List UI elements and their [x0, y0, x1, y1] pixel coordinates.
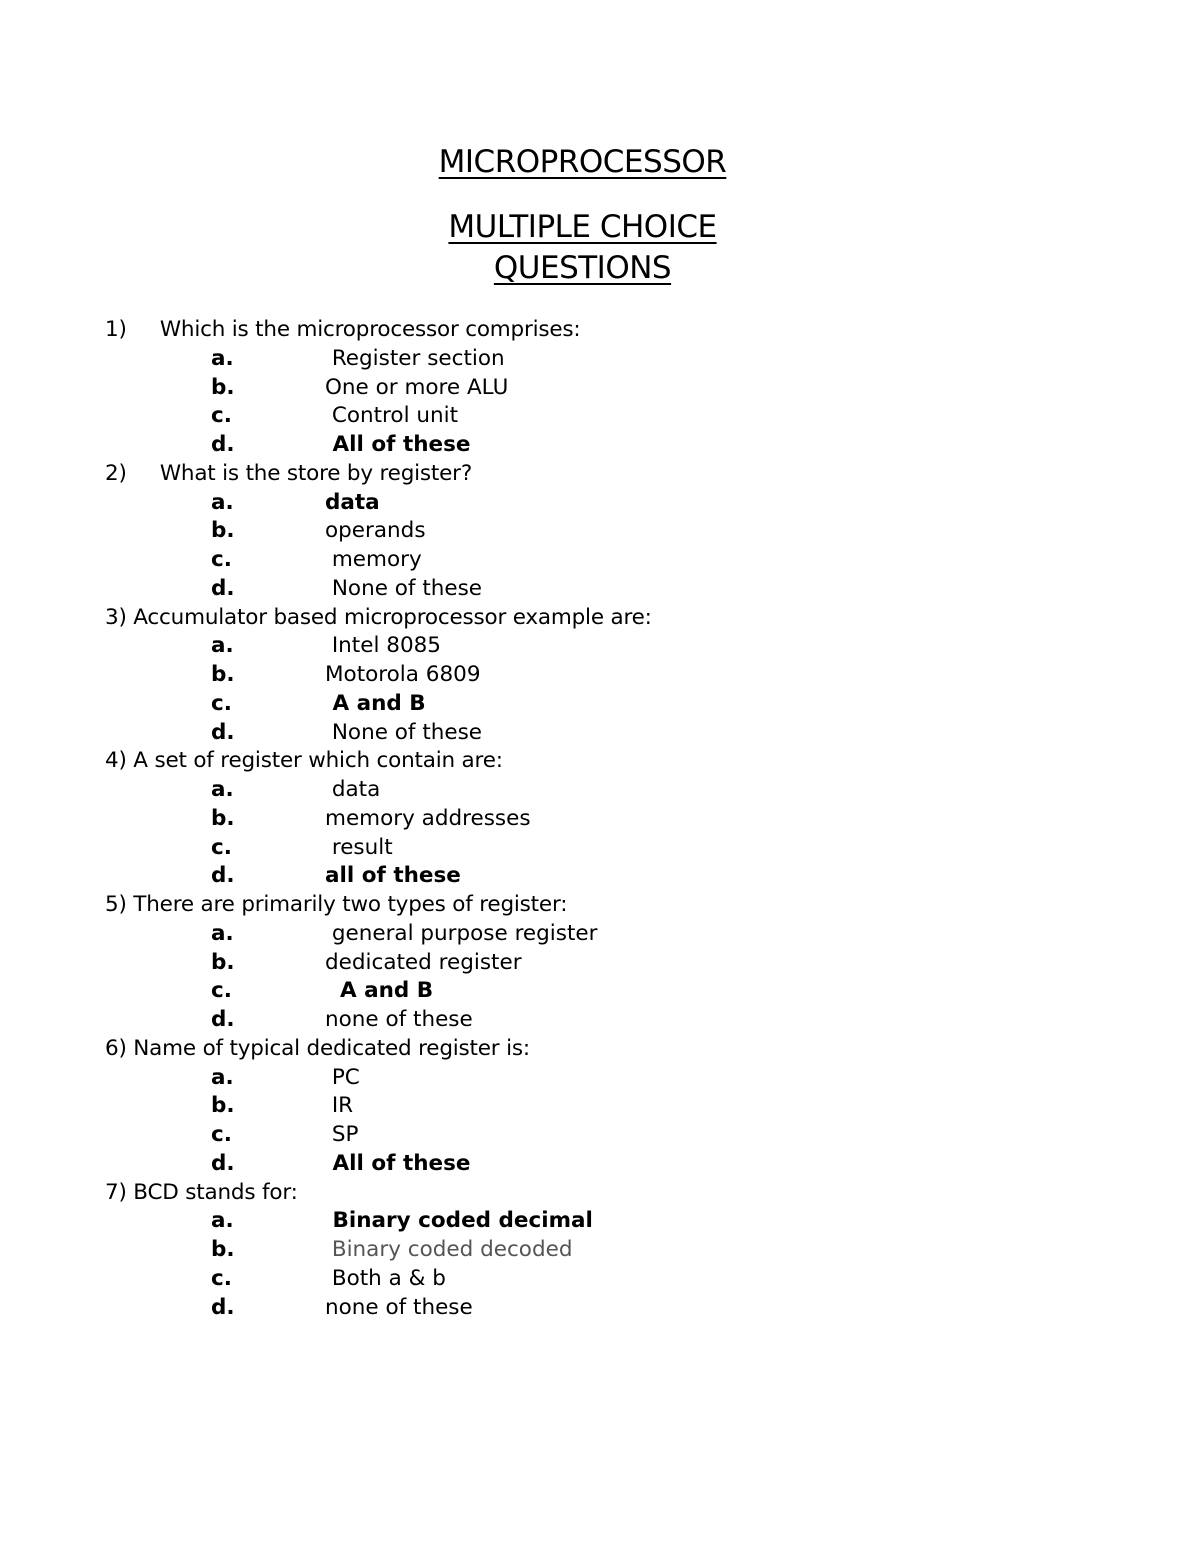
option-text-correct: A and B — [325, 978, 434, 1004]
option-letter: a. — [211, 633, 234, 659]
answer-option — [105, 575, 1105, 604]
option-letter: b. — [211, 518, 235, 544]
answer-option — [105, 489, 1105, 518]
option-text: SP — [325, 1122, 359, 1147]
option-letter: d. — [211, 575, 235, 601]
answer-option — [105, 977, 1105, 1006]
question-3: 3) Accumulator based microprocessor example are: — [105, 604, 652, 630]
option-text-correct: Binary coded decimal — [325, 1208, 593, 1234]
option-text: dedicated register — [325, 949, 522, 975]
question-list — [105, 316, 1105, 1322]
option-text: general purpose register — [325, 920, 598, 946]
option-text: IR — [325, 1093, 354, 1119]
option-text: Control unit — [325, 403, 459, 429]
option-text: Binary coded decoded — [325, 1237, 573, 1262]
answer-option — [105, 517, 1105, 546]
option-text: none of these — [325, 1294, 473, 1320]
option-text: none of these — [325, 1007, 473, 1032]
option-letter: b. — [211, 1093, 235, 1119]
option-letter: b. — [211, 1237, 235, 1262]
option-text: data — [325, 777, 381, 802]
option-letter: a. — [211, 489, 234, 515]
option-text: operands — [325, 518, 426, 544]
answer-option — [105, 1207, 1105, 1236]
option-text: Intel 8085 — [325, 633, 441, 659]
option-letter: c. — [211, 1265, 232, 1291]
option-letter: d. — [211, 863, 235, 889]
answer-option — [105, 1294, 1105, 1323]
question-1: 1) Which is the microprocessor comprises: — [105, 317, 581, 342]
answer-option — [105, 1236, 1105, 1265]
question-2: 2) What is the store by register? — [105, 460, 473, 486]
option-text: result — [325, 834, 393, 860]
answer-option — [105, 834, 1105, 863]
option-letter: c. — [211, 690, 232, 716]
answer-option — [105, 690, 1105, 719]
option-text-correct: data — [325, 489, 380, 515]
answer-option — [105, 776, 1105, 805]
answer-option — [105, 1006, 1105, 1035]
option-letter: c. — [211, 1122, 232, 1147]
answer-option — [105, 402, 1105, 431]
answer-option — [105, 546, 1105, 575]
answer-option — [105, 1265, 1105, 1294]
answer-option — [105, 719, 1105, 748]
document-title: MICROPROCESSOR — [438, 144, 727, 180]
option-letter: d. — [211, 1007, 235, 1032]
option-letter: a. — [211, 1064, 234, 1090]
answer-option — [105, 949, 1105, 978]
option-letter: b. — [211, 805, 235, 831]
option-letter: c. — [211, 547, 232, 572]
document-subtitle-line2: QUESTIONS — [493, 250, 672, 286]
answer-option — [105, 374, 1105, 403]
answer-option — [105, 1121, 1105, 1150]
question-7: 7) BCD stands for: — [105, 1179, 298, 1205]
option-letter: d. — [211, 1294, 235, 1320]
answer-option — [105, 661, 1105, 690]
answer-option — [105, 1150, 1105, 1179]
document-subtitle-line1: MULTIPLE CHOICE — [448, 209, 717, 245]
option-text: Motorola 6809 — [325, 662, 481, 687]
option-text-correct: All of these — [325, 1150, 471, 1176]
option-letter: c. — [211, 834, 232, 860]
option-letter: c. — [211, 403, 232, 429]
option-text: None of these — [325, 719, 483, 745]
option-letter: a. — [211, 345, 234, 371]
option-letter: b. — [211, 949, 235, 975]
option-text-correct: A and B — [325, 690, 426, 716]
question-5: 5) There are primarily two types of register: — [105, 892, 568, 917]
option-letter: a. — [211, 777, 234, 802]
option-letter: b. — [211, 374, 235, 400]
answer-option — [105, 1064, 1105, 1093]
option-letter: d. — [211, 432, 235, 457]
option-text: Both a & b — [325, 1265, 446, 1291]
option-text: None of these — [325, 575, 483, 601]
option-text: memory — [325, 547, 422, 572]
option-letter: d. — [211, 719, 235, 745]
option-text-correct: All of these — [325, 432, 471, 457]
answer-option — [105, 1092, 1105, 1121]
option-text: PC — [325, 1064, 360, 1090]
option-text: Register section — [325, 345, 505, 371]
option-text: One or more ALU — [325, 374, 509, 400]
answer-option — [105, 862, 1105, 891]
option-letter: b. — [211, 662, 235, 687]
answer-option — [105, 345, 1105, 374]
option-letter: a. — [211, 1208, 234, 1234]
option-text: memory addresses — [325, 805, 531, 831]
option-text-correct: all of these — [325, 863, 461, 889]
answer-option — [105, 920, 1105, 949]
answer-option — [105, 805, 1105, 834]
option-letter: a. — [211, 920, 234, 946]
answer-option — [105, 431, 1105, 460]
option-letter: d. — [211, 1150, 235, 1176]
option-letter: c. — [211, 978, 232, 1004]
answer-option — [105, 632, 1105, 661]
question-4: 4) A set of register which contain are: — [105, 748, 503, 774]
question-6: 6) Name of typical dedicated register is: — [105, 1035, 530, 1061]
